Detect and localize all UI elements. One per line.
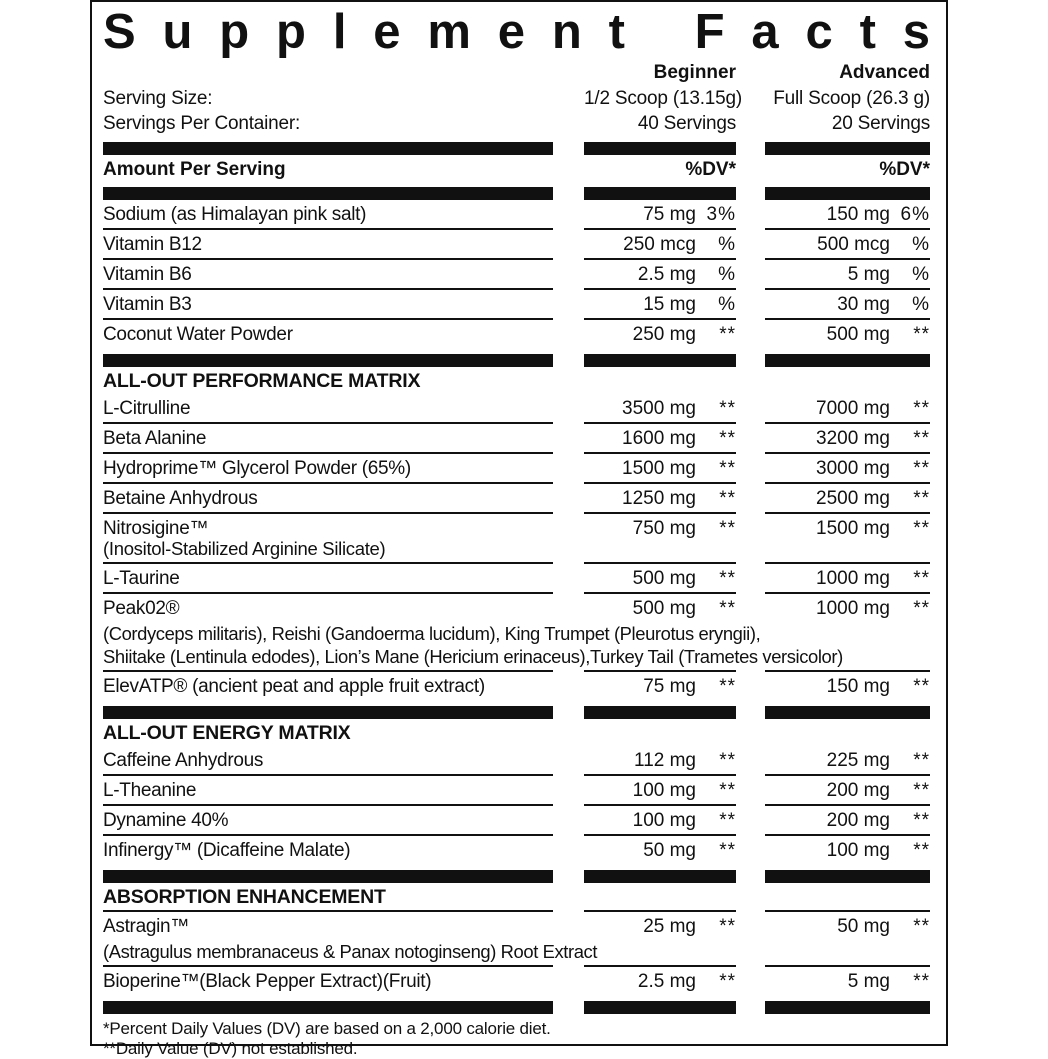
ingredient-row: [103, 320, 930, 348]
title-letter: p: [219, 5, 250, 59]
amount-value: 250 mg: [632, 324, 696, 345]
amount-value: 1500 mg: [816, 518, 890, 539]
row-cell: [584, 230, 736, 260]
separator-bar-segment: [765, 870, 930, 883]
dv-value: **: [913, 598, 930, 619]
row-cell: [584, 514, 736, 564]
amount-value: 150 mg: [826, 676, 890, 697]
separator-bar-segment: [765, 706, 930, 719]
row-cell: [765, 912, 930, 940]
value-pair: [584, 810, 736, 831]
row-cell: [584, 320, 736, 348]
value-pair: [584, 428, 736, 449]
ingredient-name: Astragin™: [103, 916, 190, 937]
row-cell: [584, 484, 736, 514]
row-cell: [765, 290, 930, 320]
dv-value: **: [913, 780, 930, 801]
ingredient-name: Vitamin B3: [103, 294, 192, 315]
separator-bar-segment: [103, 187, 553, 200]
amount-value: 30 mg: [837, 294, 890, 315]
amount-value: 3500 mg: [622, 398, 696, 419]
ingredient-sub-text: (Astragulus membranaceus & Panax notoginseng) Root Extract: [103, 941, 598, 962]
value-pair: [765, 568, 930, 589]
ingredient-row: [103, 394, 930, 424]
dv-value: %: [912, 234, 930, 255]
row-cell: [765, 836, 930, 864]
dv-value: **: [719, 750, 736, 771]
amount-value: 50 mg: [837, 916, 890, 937]
value-pair: [765, 598, 930, 619]
dv-value: **: [719, 428, 736, 449]
dv-value: **: [719, 324, 736, 345]
value-pair: [765, 676, 930, 697]
dv-value: **: [719, 488, 736, 509]
value-pair: [584, 488, 736, 509]
dv-value: **: [913, 676, 930, 697]
separator-bar: [103, 354, 930, 367]
serving-size-beginner: 1/2 Scoop (13.15g): [584, 88, 743, 109]
value-pair: [765, 264, 930, 285]
title-letter: S: [103, 5, 136, 59]
dv-value: **: [913, 428, 930, 449]
amount-value: 1600 mg: [622, 428, 696, 449]
ingredient-name: Bioperine™(Black Pepper Extract)(Fruit): [103, 971, 432, 992]
ingredient-name-cell: [103, 967, 553, 995]
ingredient-name-cell: [103, 836, 553, 864]
amount-value: 500 mg: [826, 324, 890, 345]
value-pair: [765, 428, 930, 449]
value-pair: [584, 294, 736, 315]
amount-value: 500 mg: [632, 568, 696, 589]
amount-value: 2500 mg: [816, 488, 890, 509]
row-cell: [584, 746, 736, 776]
ingredient-row: [103, 424, 930, 454]
column-header-advanced: Advanced: [839, 62, 930, 83]
amount-value: 25 mg: [643, 916, 696, 937]
footnote-daily-values: *Percent Daily Values (DV) are based on a 2,000 calorie diet.: [103, 1019, 551, 1038]
separator-bar-segment: [765, 187, 930, 200]
amount-value: 500 mcg: [817, 234, 890, 255]
amount-value: 1000 mg: [816, 598, 890, 619]
ingredient-name-cell: [103, 484, 553, 514]
value-pair: [584, 324, 736, 345]
value-pair: [584, 750, 736, 771]
ingredient-name: L-Taurine: [103, 568, 180, 589]
dv-value: **: [913, 458, 930, 479]
dv-value: **: [719, 598, 736, 619]
dv-value: %: [912, 264, 930, 285]
dv-value: %: [718, 294, 736, 315]
row-cell: [765, 594, 930, 622]
ingredient-name: Caffeine Anhydrous: [103, 750, 264, 771]
amount-value: 250 mcg: [623, 234, 696, 255]
amount-value: 3000 mg: [816, 458, 890, 479]
amount-value: 75 mg: [643, 204, 696, 225]
ingredient-name: L-Citrulline: [103, 398, 191, 419]
dv-value: **: [913, 518, 930, 539]
value-pair: [765, 916, 930, 937]
value-pair: [584, 598, 736, 619]
row-cell: [765, 672, 930, 700]
row-cell: [765, 746, 930, 776]
dv-value: **: [913, 750, 930, 771]
ingredient-name-cell: [103, 912, 553, 940]
dv-value: **: [719, 810, 736, 831]
dv-value: **: [913, 916, 930, 937]
dv-value: **: [913, 971, 930, 992]
ingredient-row: [103, 967, 930, 995]
row-cell: [584, 776, 736, 806]
value-pair: [765, 840, 930, 861]
ingredient-row: [103, 806, 930, 836]
row-cell: [765, 200, 930, 230]
ingredient-name: Beta Alanine: [103, 428, 207, 449]
ingredient-name-cell: [103, 200, 553, 230]
ingredient-name-cell: [103, 776, 553, 806]
dv-value: **: [913, 568, 930, 589]
title-letter: n: [551, 5, 582, 59]
ingredient-name: Nitrosigine™: [103, 518, 209, 539]
dv-value: **: [719, 398, 736, 419]
supplement-facts-label: [90, 0, 948, 1058]
ingredient-sub-text: (Inositol-Stabilized Arginine Silicate): [103, 538, 386, 559]
separator-bar: [103, 1001, 930, 1014]
value-pair: [584, 264, 736, 285]
ingredient-row: [103, 912, 930, 940]
title-letter: t: [608, 5, 625, 59]
amount-value: 50 mg: [643, 840, 696, 861]
servings-per-container-label: Servings Per Container:: [103, 113, 301, 134]
title-letter: c: [805, 5, 833, 59]
dv-value: **: [719, 518, 736, 539]
separator-bar: [103, 187, 930, 200]
ingredient-name: ElevATP® (ancient peat and apple fruit extract): [103, 676, 485, 697]
value-pair: [584, 458, 736, 479]
dv-value: 6%: [900, 204, 930, 225]
ingredient-name-cell: [103, 514, 553, 564]
separator-bar-segment: [584, 142, 736, 155]
amount-value: 150 mg: [826, 204, 890, 225]
servings-per-container-row: [103, 111, 930, 136]
footnotes: [103, 1014, 930, 1059]
ingredient-name-cell: [103, 260, 553, 290]
separator-bar-segment: [103, 142, 553, 155]
ingredient-name-cell: [103, 746, 553, 776]
ingredient-name-cell: [103, 672, 553, 700]
row-cell: [584, 594, 736, 622]
ingredient-sub-text: Shiitake (Lentinula edodes), Lion’s Mane (Hericium erinaceus),Turkey Tail (Trametes versicolor): [103, 646, 843, 667]
row-cell: [765, 320, 930, 348]
dv-value: **: [719, 568, 736, 589]
ingredient-row: [103, 746, 930, 776]
value-pair: [765, 398, 930, 419]
amount-value: 5 mg: [847, 971, 890, 992]
ingredient-name: Betaine Anhydrous: [103, 488, 258, 509]
row-cell: [765, 883, 930, 912]
row-cell: [584, 806, 736, 836]
ingredient-row: [103, 594, 930, 622]
ingredient-name-cell: [103, 230, 553, 260]
separator-bar-segment: [103, 1001, 553, 1014]
title-letter: a: [751, 5, 779, 59]
dv-value: %: [718, 234, 736, 255]
separator-bar: [103, 706, 930, 719]
amount-value: 75 mg: [643, 676, 696, 697]
amount-value: 1000 mg: [816, 568, 890, 589]
dv-value: %: [718, 264, 736, 285]
value-pair: [584, 971, 736, 992]
value-pair: [765, 518, 930, 539]
section-header: ABSORPTION ENHANCEMENT: [103, 883, 553, 912]
servings-per-container-beginner: 40 Servings: [637, 113, 736, 134]
separator-bar-segment: [103, 354, 553, 367]
dv-header-beginner: %DV*: [685, 159, 736, 180]
amount-per-serving-label: Amount Per Serving: [103, 159, 286, 180]
separator-bar: [103, 142, 930, 155]
row-cell: [765, 484, 930, 514]
separator-bar-segment: [765, 354, 930, 367]
value-pair: [765, 810, 930, 831]
dv-value: **: [913, 488, 930, 509]
dv-header-advanced: %DV*: [879, 159, 930, 180]
value-pair: [765, 234, 930, 255]
row-cell: [584, 883, 736, 912]
separator-bar-segment: [103, 706, 553, 719]
row-cell: [765, 260, 930, 290]
row-cell: [584, 912, 736, 940]
dv-value: **: [913, 810, 930, 831]
serving-size-row: [103, 86, 930, 111]
serving-size-advanced: Full Scoop (26.3 g): [773, 88, 930, 109]
value-pair: [765, 204, 930, 225]
separator-bar-segment: [584, 187, 736, 200]
row-cell: [584, 200, 736, 230]
amount-value: 100 mg: [632, 810, 696, 831]
separator-bar-segment: [584, 870, 736, 883]
ingredient-name: Infinergy™ (Dicaffeine Malate): [103, 840, 351, 861]
amount-value: 500 mg: [632, 598, 696, 619]
value-pair: [765, 780, 930, 801]
ingredient-row: [103, 836, 930, 864]
separator-bar-segment: [103, 870, 553, 883]
ingredient-name-cell: [103, 806, 553, 836]
value-pair: [765, 488, 930, 509]
section-header: ALL-OUT PERFORMANCE MATRIX: [103, 370, 421, 392]
value-pair: [584, 780, 736, 801]
separator-bar-segment: [765, 142, 930, 155]
ingredient-row: [103, 200, 930, 230]
separator-bar-segment: [584, 1001, 736, 1014]
ingredient-name-cell: [103, 320, 553, 348]
row-cell: [765, 564, 930, 594]
ingredient-name: Dynamine 40%: [103, 810, 229, 831]
amount-value: 2.5 mg: [637, 264, 696, 285]
label-title: [103, 2, 930, 60]
ingredient-row: [103, 776, 930, 806]
ingredient-row: [103, 230, 930, 260]
ingredient-name: Coconut Water Powder: [103, 324, 293, 345]
value-pair: [765, 750, 930, 771]
ingredient-name-cell: [103, 394, 553, 424]
title-letter: [652, 7, 668, 58]
ingredient-name-cell: [103, 290, 553, 320]
value-pair: [765, 458, 930, 479]
ingredient-name-cell: [103, 594, 553, 622]
amount-value: 5 mg: [847, 264, 890, 285]
amount-value: 1250 mg: [622, 488, 696, 509]
ingredient-name: L-Theanine: [103, 780, 197, 801]
ingredient-name: Hydroprime™ Glycerol Powder (65%): [103, 458, 411, 479]
row-cell: [584, 424, 736, 454]
amount-value: 100 mg: [826, 840, 890, 861]
section-header-row: [103, 883, 930, 912]
ingredient-name-cell: [103, 424, 553, 454]
amount-value: 7000 mg: [816, 398, 890, 419]
separator-bar-segment: [765, 1001, 930, 1014]
ingredient-sections: [103, 200, 930, 1014]
amount-per-serving-row: [103, 155, 930, 185]
row-cell: [584, 394, 736, 424]
amount-value: 3200 mg: [816, 428, 890, 449]
row-cell: [584, 260, 736, 290]
section-header: ALL-OUT ENERGY MATRIX: [103, 722, 351, 744]
value-pair: [584, 840, 736, 861]
value-pair: [584, 204, 736, 225]
column-header-beginner: Beginner: [653, 62, 736, 83]
value-pair: [584, 398, 736, 419]
column-header-spacer: [103, 60, 553, 86]
amount-value: 200 mg: [826, 780, 890, 801]
amount-value: 15 mg: [643, 294, 696, 315]
dv-value: **: [719, 780, 736, 801]
value-pair: [584, 568, 736, 589]
title-letter: u: [162, 5, 193, 59]
dv-value: 3%: [706, 204, 736, 225]
row-cell: [584, 967, 736, 995]
amount-value: 1500 mg: [622, 458, 696, 479]
ingredient-name: Vitamin B6: [103, 264, 192, 285]
ingredient-row: [103, 290, 930, 320]
row-cell: [765, 514, 930, 564]
ingredient-row: [103, 514, 930, 564]
separator-bar: [103, 870, 930, 883]
serving-size-label: Serving Size:: [103, 88, 213, 109]
row-cell: [765, 806, 930, 836]
value-pair: [584, 676, 736, 697]
title-letter: s: [902, 5, 930, 59]
servings-per-container-advanced: 20 Servings: [831, 113, 930, 134]
ingredient-name-cell: [103, 564, 553, 594]
ingredient-row: [103, 672, 930, 700]
amount-value: 112 mg: [634, 750, 696, 771]
dv-value: **: [719, 840, 736, 861]
row-cell: [584, 672, 736, 700]
separator-bar-segment: [584, 706, 736, 719]
row-cell: [765, 967, 930, 995]
ingredient-name: Vitamin B12: [103, 234, 202, 255]
value-pair: [765, 294, 930, 315]
value-pair: [765, 971, 930, 992]
row-cell: [765, 454, 930, 484]
dv-value: **: [719, 916, 736, 937]
row-cell: [765, 230, 930, 260]
dv-value: **: [719, 971, 736, 992]
footnote-not-established: **Daily Value (DV) not established.: [103, 1039, 358, 1058]
ingredient-row: [103, 454, 930, 484]
ingredient-name: Peak02®: [103, 598, 180, 619]
ingredient-name: Sodium (as Himalayan pink salt): [103, 204, 367, 225]
dv-value: **: [913, 840, 930, 861]
amount-value: 100 mg: [632, 780, 696, 801]
amount-value: 200 mg: [826, 810, 890, 831]
ingredient-row: [103, 484, 930, 514]
value-pair: [584, 916, 736, 937]
dv-value: **: [719, 676, 736, 697]
dv-value: %: [912, 294, 930, 315]
amount-value: 2.5 mg: [637, 971, 696, 992]
title-letter: p: [276, 5, 306, 59]
row-cell: [584, 564, 736, 594]
row-cell: [584, 454, 736, 484]
dv-value: **: [913, 324, 930, 345]
title-letter: F: [694, 5, 725, 59]
dv-value: **: [719, 458, 736, 479]
title-letter: t: [859, 5, 876, 59]
row-cell: [584, 290, 736, 320]
value-pair: [584, 234, 736, 255]
amount-value: 225 mg: [826, 750, 890, 771]
title-letter: e: [373, 5, 401, 59]
row-cell: [584, 836, 736, 864]
title-letter: m: [427, 5, 471, 59]
title-letter: e: [497, 5, 526, 59]
row-cell: [765, 424, 930, 454]
ingredient-name-cell: [103, 454, 553, 484]
separator-bar-segment: [584, 354, 736, 367]
row-cell: [765, 776, 930, 806]
ingredient-row: [103, 260, 930, 290]
amount-value: 750 mg: [632, 518, 696, 539]
ingredient-sub-text: (Cordyceps militaris), Reishi (Gandoerma lucidum), King Trumpet (Pleurotus eryngii),: [103, 623, 761, 644]
value-pair: [765, 324, 930, 345]
ingredient-row: [103, 564, 930, 594]
value-pair: [584, 518, 736, 539]
dv-value: **: [913, 398, 930, 419]
column-headers: [103, 60, 930, 86]
row-cell: [765, 394, 930, 424]
title-letter: l: [332, 5, 347, 59]
